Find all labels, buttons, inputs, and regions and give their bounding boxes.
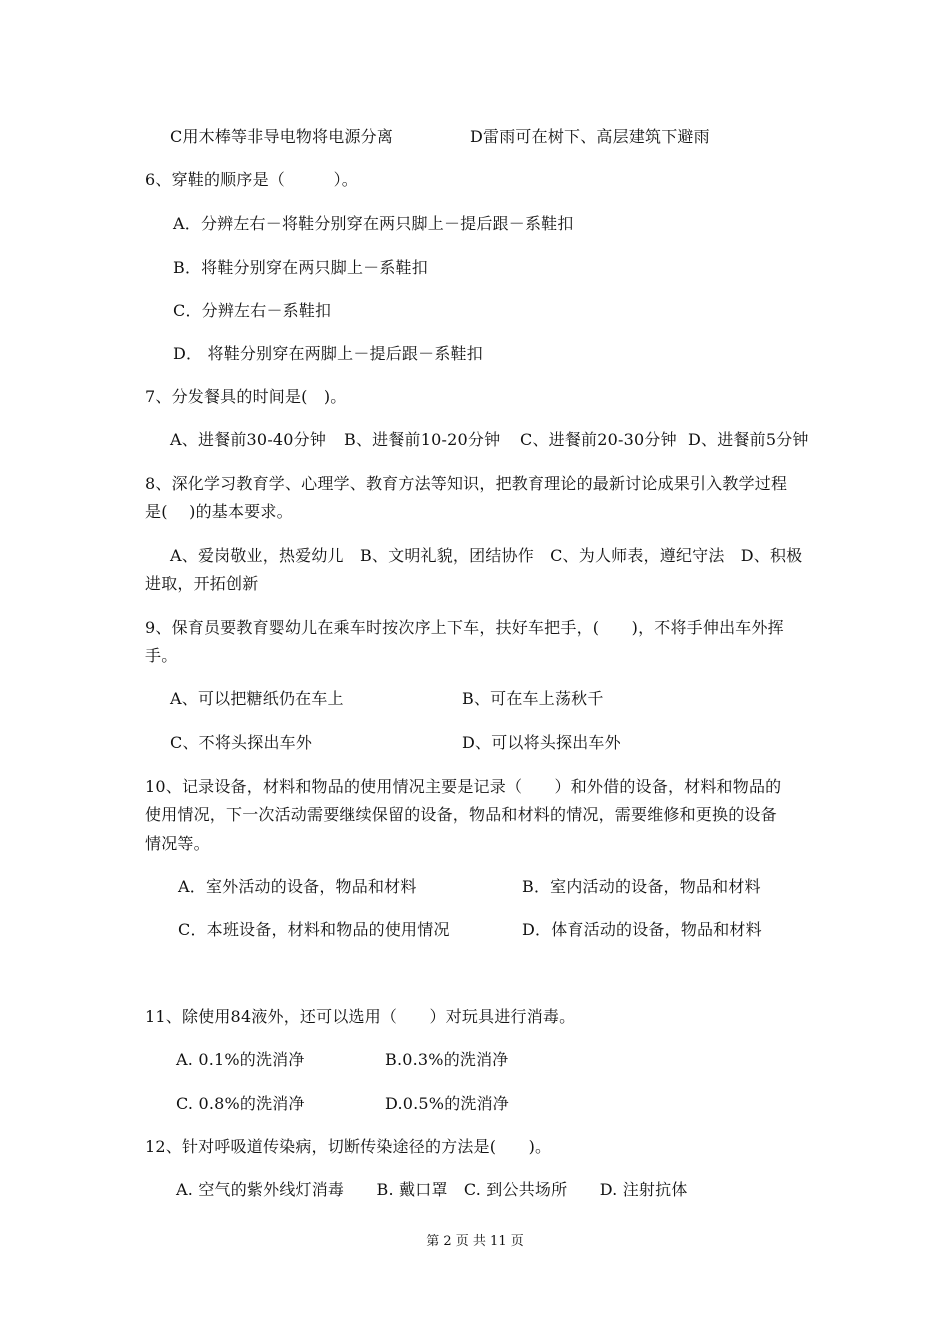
q11-stem: 11、除使用84液外，还可以选用（ ）对玩具进行消毒。 [145,1007,576,1026]
q11-option-c: C. 0.8%的洗消净 [176,1094,305,1113]
q11-option-b: B.0.3%的洗消净 [385,1050,509,1069]
q5-option-c: C用木棒等非导电物将电源分离 [170,127,394,146]
q5-option-d: D雷雨可在树下、高层建筑下避雨 [470,127,710,146]
q7-option-a: A、进餐前30-40分钟 [170,430,327,449]
q10-stem-line2: 使用情况，下一次活动需要继续保留的设备，物品和材料的情况，需要维修和更换的设备 [145,805,777,824]
q9-option-a: A、可以把糖纸仍在车上 [170,689,344,708]
q9-option-b: B、可在车上荡秋千 [462,689,604,708]
q10-stem-line3: 情况等。 [145,834,210,853]
q8-stem-line1: 8、深化学习教育学、心理学、教育方法等知识，把教育理论的最新讨论成果引入教学过程 [145,474,788,493]
q11-option-d: D.0.5%的洗消净 [385,1094,509,1113]
q10-option-c: C．本班设备，材料和物品的使用情况 [178,920,450,939]
q12-stem: 12、针对呼吸道传染病，切断传染途径的方法是( )。 [145,1137,552,1156]
q8-stem-line2: 是( )的基本要求。 [145,502,293,521]
q6-option-b: B．将鞋分别穿在两只脚上－系鞋扣 [173,258,428,277]
q6-option-d: D． 将鞋分别穿在两脚上－提后跟－系鞋扣 [173,344,483,363]
q10-option-b: B．室内活动的设备，物品和材料 [522,877,761,896]
q10-option-a: A．室外活动的设备，物品和材料 [178,877,417,896]
q6-stem: 6、穿鞋的顺序是（ ）。 [145,170,358,189]
page-footer: 第 2 页 共 11 页 [426,1234,524,1249]
q8-options-line1: A、爱岗敬业，热爱幼儿 B、文明礼貌，团结协作 C、为人师表，遵纪守法 D、积极 [170,546,803,565]
q11-option-a: A. 0.1%的洗消净 [176,1050,305,1069]
q7-option-d: D、进餐前5分钟 [688,430,809,449]
q8-options-line2: 进取，开拓创新 [145,574,259,593]
q12-options: A. 空气的紫外线灯消毒 B. 戴口罩 C. 到公共场所 D. 注射抗体 [176,1180,688,1199]
q10-stem-line1: 10、记录设备，材料和物品的使用情况主要是记录（ ）和外借的设备，材料和物品的 [145,777,782,796]
q10-option-d: D．体育活动的设备，物品和材料 [522,920,762,939]
q7-option-c: C、进餐前20-30分钟 [520,430,677,449]
q9-stem-line1: 9、保育员要教育婴幼儿在乘车时按次序上下车，扶好车把手，( )，不将手伸出车外挥 [145,618,784,637]
q7-option-b: B、进餐前10-20分钟 [344,430,501,449]
q6-option-c: C．分辨左右－系鞋扣 [173,301,332,320]
q9-option-c: C、不将头探出车外 [170,733,313,752]
q6-option-a: A．分辨左右－将鞋分别穿在两只脚上－提后跟－系鞋扣 [173,214,574,233]
q9-stem-line2: 手。 [145,646,178,665]
q9-option-d: D、可以将头探出车外 [462,733,621,752]
q7-stem: 7、分发餐具的时间是( )。 [145,387,347,406]
